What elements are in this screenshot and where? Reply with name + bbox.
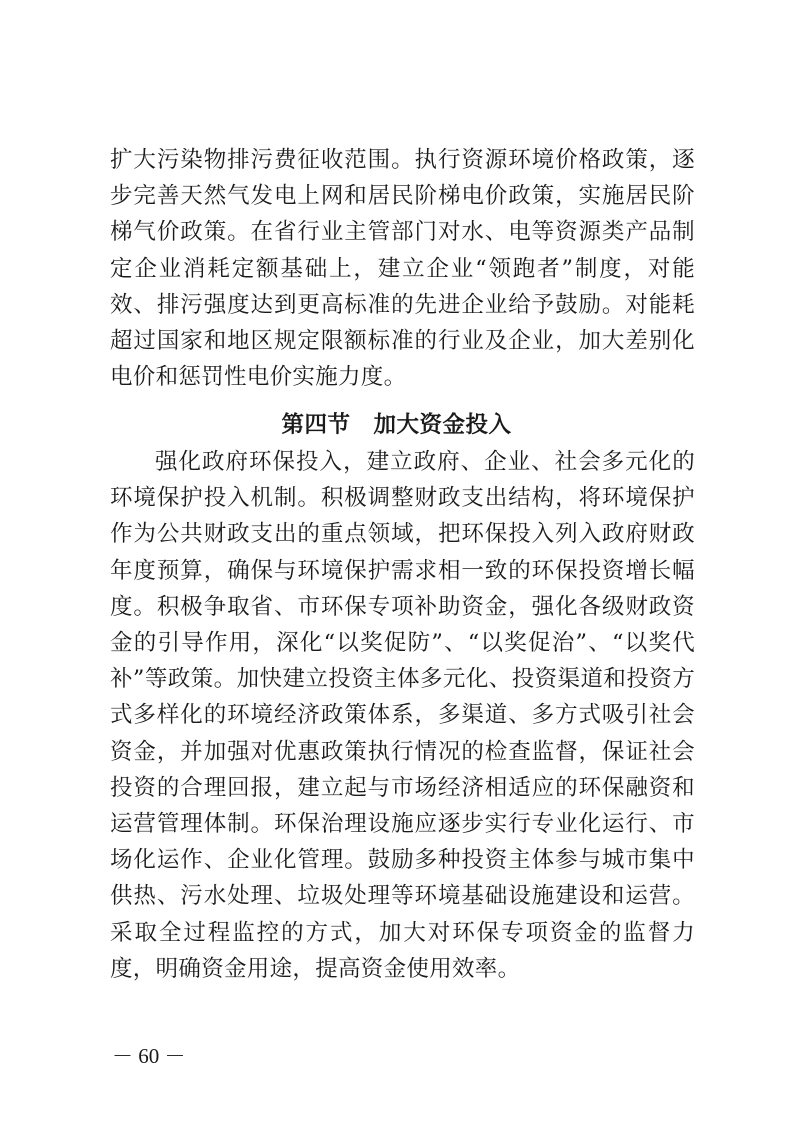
page-number: － 60 －: [112, 1044, 186, 1068]
paragraph-funding-investment: 强化政府环保投入，建立政府、企业、社会多元化的环境保护投入机制。积极调整财政支出结构，将环境保护作为公共财政支出的重点领域，把环保投入列入政府财政年度预算，确保与环境保护需求相一致的环保投资增长幅度。积极争取省、市环保专项补助资金，强化各级财政资金的引导作用，深化“以奖促防”、“以奖促治”、“以奖代补”等政策。加快建立投资主体多元化、投资渠道和投资方式多样化的环境经济政策体系，多渠道、多方式吸引社会资金，并加强对优惠政策执行情况的检查监督，保证社会投资的合理回报，建立起与市场经济相适应的环保融资和运营管理体制。环保治理设施应逐步实行专业化运行、市场化运作、企业化管理。鼓励多种投资主体参与城市集中供热、污水处理、垃圾处理等环境基础设施建设和运营。采取全过程监控的方式，加大对环保专项资金的监督力度，明确资金用途，提高资金使用效率。: [110, 449, 695, 982]
section-heading: 第四节 加大资金投入: [281, 412, 512, 438]
paragraph-pricing-policy: 扩大污染物排污费征收范围。执行资源环境价格政策，逐步完善天然气发电上网和居民阶梯电价政策，实施居民阶梯气价政策。在省行业主管部门对水、电等资源类产品制定企业消耗定额基础上，建立企业“领跑者”制度，对能效、排污强度达到更高标准的先进企业给予鼓励。对能耗超过国家和地区规定限额标准的行业及企业，加大差别化电价和惩罚性电价实施力度。: [110, 147, 695, 391]
